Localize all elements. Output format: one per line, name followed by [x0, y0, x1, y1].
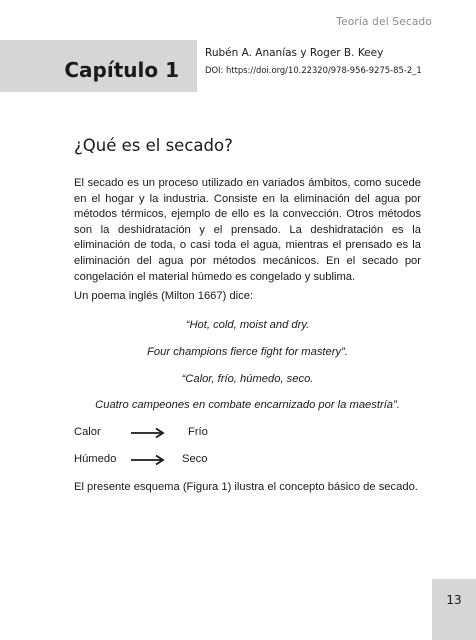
pair-to: Seco [182, 453, 208, 465]
page-number-tab [432, 579, 476, 640]
body-paragraph-intro: El secado es un proceso utilizado en variados ámbitos, como sucede en el hogar y la industria. Consiste en la eliminación del agua por métodos térmicos, ejemplo de ello es la convección. Otros métodos son la deshidratación y el prensado. La deshidratación es la eliminación de toda, o casi toda el agua, mientras el prensado es la eliminación del agua por métodos mecánicos. En el secado por congelación el material húmedo es congelado y sublima. [74, 177, 421, 283]
chapter-tab [0, 40, 197, 92]
poem-line: Four champions fierce fight for mastery”. [147, 346, 348, 358]
body-paragraph-figure-ref: El presente esquema (Figura 1) ilustra el concepto básico de secado. [74, 481, 418, 493]
right-arrow-icon [130, 454, 166, 466]
section-title: ¿Qué es el secado? [74, 136, 233, 155]
pair-from: Calor [74, 426, 101, 438]
body-paragraph-poem-intro: Un poema inglés (Milton 1667) dice: [74, 290, 254, 302]
pair-to: Frío [188, 426, 208, 438]
poem-line: “Calor, frío, húmedo, seco. [181, 373, 314, 385]
running-head: Teoría del Secado [336, 16, 432, 28]
right-arrow-icon [130, 427, 166, 439]
pair-from: Húmedo [74, 453, 117, 465]
poem-line: Cuatro campeones en combate encarnizado por la maestría”. [95, 399, 400, 411]
page-number: 13 [446, 593, 462, 607]
poem-line: “Hot, cold, moist and dry. [185, 319, 310, 331]
chapter-authors: Rubén A. Ananías y Roger B. Keey [205, 47, 384, 59]
chapter-doi: DOI: https://doi.org/10.22320/978-956-9275-85-2_1 [205, 65, 422, 75]
chapter-label: Capítulo 1 [64, 58, 179, 82]
